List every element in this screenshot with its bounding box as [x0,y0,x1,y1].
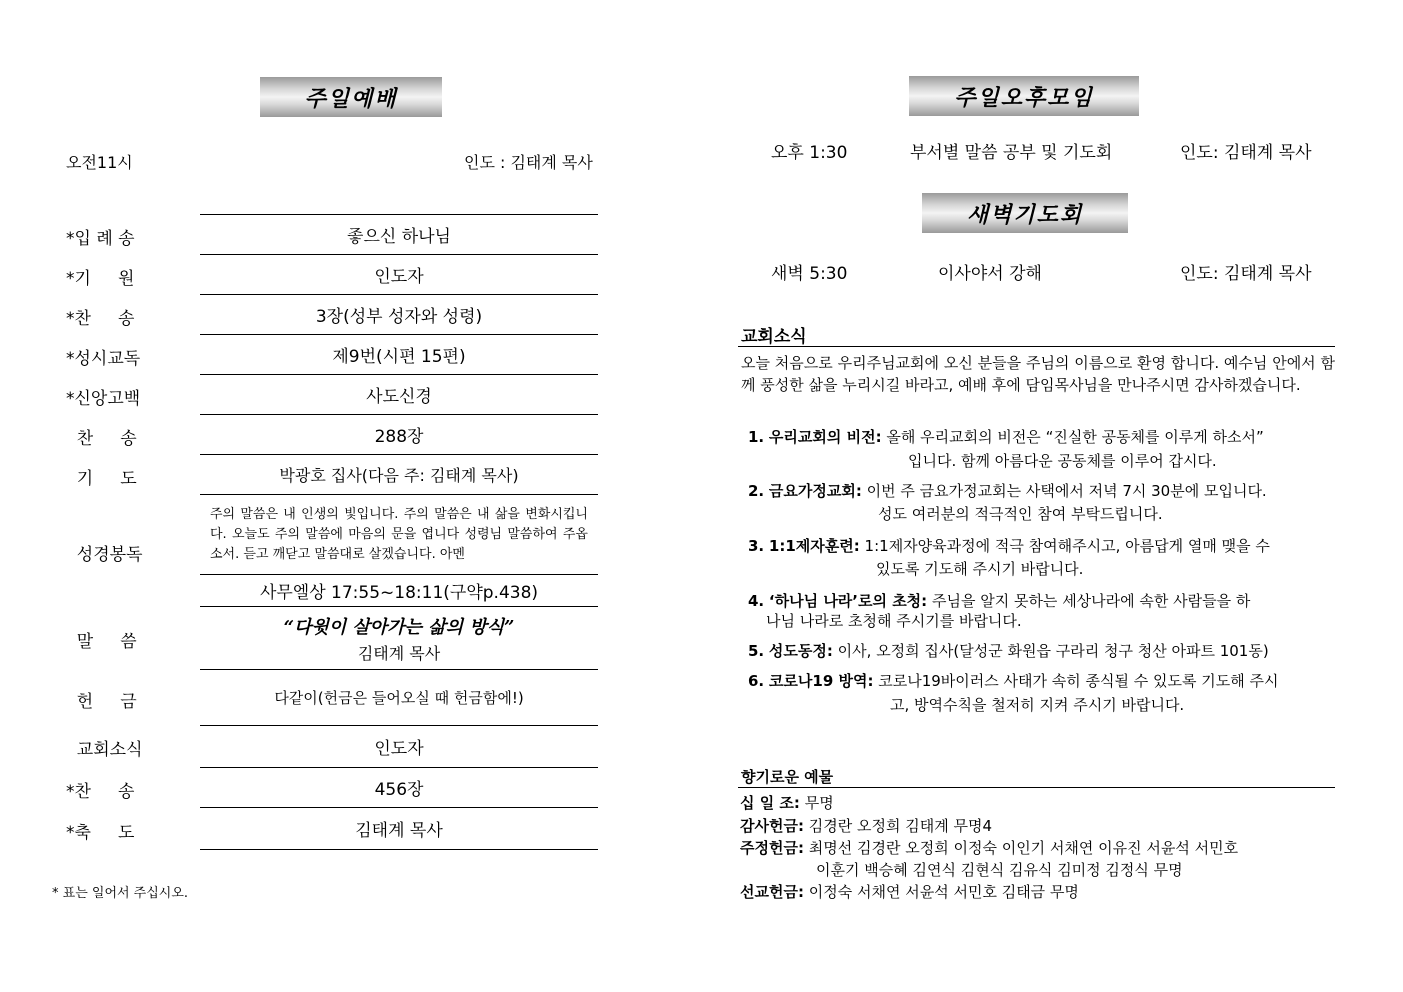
order-value: 박광호 집사(다음 주: 김태계 목사) [279,466,519,485]
offering-row: 선교헌금: 이정숙 서채연 서윤석 서민호 김태금 무명 [740,883,1079,901]
order-label: 헌 금 [66,692,137,712]
order-value: 김태계 목사 [355,821,443,841]
order-label: *축 도 [66,823,135,843]
order-value: 인도자 [374,739,424,759]
order-label: *입 례 송 [66,229,135,249]
worship-banner [260,77,442,117]
dawn-title: 새벽기도회 [966,201,1084,228]
order-label: *기 원 [66,269,135,289]
list-item-continuation: 나님 나라로 초청해 주시기를 바랍니다. [766,612,1022,630]
offering-row: 주정헌금: 최명선 김경란 오정희 이정숙 이인기 서채연 이유진 서윤석 서민호 [740,839,1239,857]
worship-title: 주일예배 [304,85,398,112]
list-item-continuation: 고, 방역수칙을 철저히 지켜 주시기 바랍니다. [890,696,1185,714]
afternoon-time: 오후 1:30 [771,143,848,163]
afternoon-banner [909,76,1139,116]
worship-leader: 인도 : 김태계 목사 [464,153,593,172]
order-label: 교회소식 [66,740,143,760]
order-value: 3장(성부 성자와 성령) [315,307,483,327]
order-value: 288장 [374,427,424,447]
news-heading: 교회소식 [741,327,807,347]
dawn-leader: 인도: 김태계 목사 [1180,264,1312,284]
dawn-time: 새벽 5:30 [771,264,848,284]
worship-time: 오전11시 [66,153,133,172]
scripture-reference: 사무엘상 17:55~18:11(구약p.438) [259,583,539,603]
offering-row-continuation: 이훈기 백승혜 김연식 김현식 김유식 김미정 김정식 무명 [816,861,1183,879]
offering-row: 감사헌금: 김경란 오정희 김태계 무명4 [740,817,992,835]
list-item-continuation: 있도록 기도해 주시기 바랍니다. [876,560,1084,578]
offering-row: 십 일 조: 무명 [740,794,834,812]
news-intro: 오늘 처음으로 우리주님교회에 오신 분들을 주님의 이름으로 환영 합니다. 예수님 안에서 함께 풍성한 삶을 누리시길 바라고, 예배 후에 담임목사님을 만나주시면 감사하겠습니다. [741,354,1335,394]
footnote: * 표는 일어서 주십시오. [52,886,189,901]
order-label: 기 도 [66,469,137,489]
offerings-heading: 향기로운 예물 [741,768,834,786]
list-item-continuation: 성도 여러분의 적극적인 참여 부탁드립니다. [878,505,1163,523]
afternoon-desc: 부서별 말씀 공부 및 기도회 [910,143,1113,163]
afternoon-title: 주일오후모임 [954,84,1094,111]
list-item: 6. 코로나19 방역: 코로나19바이러스 사태가 속히 종식될 수 있도록 기도해 주시 [748,672,1279,690]
sermon-preacher: 김태계 목사 [357,643,441,663]
order-value: 좋으신 하나님 [347,227,451,247]
order-label: 성경봉독 [66,545,143,565]
afternoon-leader: 인도: 김태계 목사 [1180,143,1312,163]
order-label: *성시교독 [66,349,141,369]
sermon [200,607,598,669]
order-label: 말 씀 [66,632,137,652]
dawn-banner [922,193,1128,233]
order-value: 사도신경 [366,387,432,407]
order-value: 인도자 [374,267,424,287]
list-item: 5. 성도동정: 이사, 오정희 집사(달성군 화원읍 구라리 청구 청산 아파트 101동) [748,642,1269,660]
sermon-title: “다윗이 살아가는 삶의 방식” [283,616,515,638]
order-value: 456장 [374,780,424,800]
list-item: 4. ‘하나님 나라’로의 초청: 주님을 알지 못하는 세상나라에 속한 사람들을 하 [748,592,1251,610]
order-value: 제9번(시편 15편) [332,347,466,367]
list-item-continuation: 입니다. 함께 아름다운 공동체를 이루어 갑시다. [908,452,1217,470]
scripture-prayer: 주의 말씀은 내 인생의 빛입니다. 주의 말씀은 내 삶을 변화시킵니다. 오늘도 주의 말씀에 마음의 문을 엽니다 성령님 말씀하여 주옵소서. 듣고 깨닫고 말씀대로 살겠습니다. 아멘 [210,506,588,562]
list-item: 1. 우리교회의 비전: 올해 우리교회의 비전은 “진실한 공동체를 이루게 하소서” [748,428,1264,446]
list-item: 2. 금요가정교회: 이번 주 금요가정교회는 사택에서 저녁 7시 30분에 모입니다. [748,482,1267,500]
order-label: 찬 송 [66,429,137,449]
order-value: 다같이(헌금은 들어오실 때 헌금함에!) [274,689,524,707]
order-label: *신앙고백 [66,389,141,409]
list-item: 3. 1:1제자훈련: 1:1제자양육과정에 적극 참여해주시고, 아름답게 열매 맺을 수 [748,537,1270,555]
order-label: *찬 송 [66,782,135,802]
order-label: *찬 송 [66,309,135,329]
dawn-desc: 이사야서 강해 [938,264,1042,284]
